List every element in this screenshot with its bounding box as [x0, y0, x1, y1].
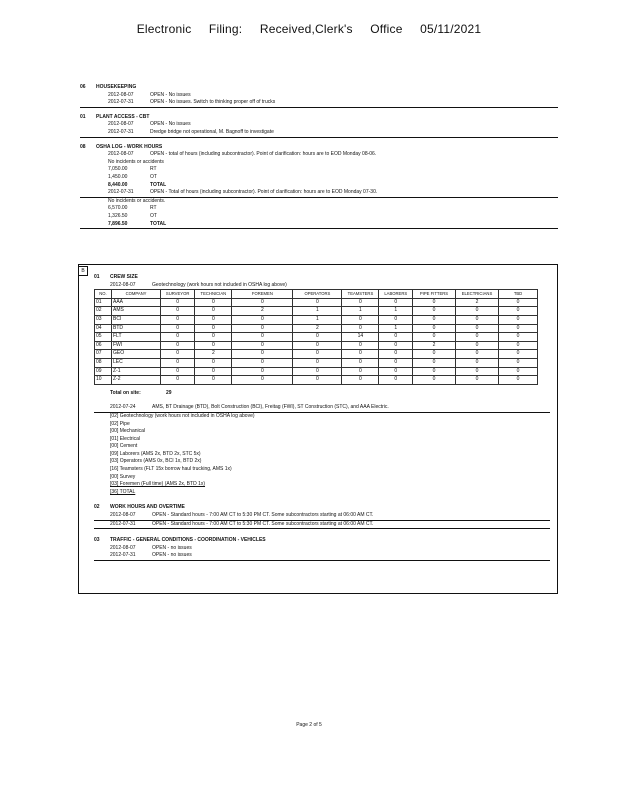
count-cell: 0 [161, 358, 195, 367]
count-cell: 0 [379, 350, 413, 359]
entry-date: 2012-08-07 [108, 121, 134, 128]
column-header: PIPE FITTERS [413, 290, 456, 299]
count-cell: 0 [195, 298, 232, 307]
company-cell: Z-1 [112, 367, 161, 376]
section-title: PLANT ACCESS - CBT [96, 113, 150, 120]
hours-amount: 1,450.00 [108, 173, 128, 180]
count-cell: 0 [161, 315, 195, 324]
total-on-site [94, 390, 550, 398]
count-cell: 0 [232, 315, 293, 324]
section-entry [80, 189, 558, 198]
count-cell: 1 [379, 307, 413, 316]
count-cell: 0 [195, 376, 232, 385]
count-cell: 0 [195, 315, 232, 324]
count-cell: 0 [161, 350, 195, 359]
entry-text: Dredge bridge not operational, M. Bagnoff to investigate [150, 128, 274, 135]
entry-date: 2012-07-31 [108, 189, 134, 196]
crew-section [94, 274, 550, 561]
entry-date: 2012-08-07 [108, 91, 134, 98]
table-row [95, 350, 538, 359]
count-cell: 0 [232, 358, 293, 367]
count-cell: 0 [232, 324, 293, 333]
count-cell: 0 [413, 298, 456, 307]
count-cell: 0 [161, 341, 195, 350]
count-cell: 0 [413, 307, 456, 316]
section-title: CREW SIZE [110, 274, 138, 280]
column-header: TECHNICIAN [195, 290, 232, 299]
count-cell: 0 [342, 367, 379, 376]
row-number-cell: 05 [95, 333, 112, 342]
list-item: [02] Geotechnology (work hours not included in OSHA log above) [110, 412, 255, 419]
section-entry [80, 92, 558, 100]
count-cell: 2 [293, 324, 342, 333]
table-row [95, 376, 538, 385]
count-cell: 0 [293, 358, 342, 367]
column-header: LABORERS [379, 290, 413, 299]
hours-amount: 1,326.50 [108, 212, 128, 219]
count-cell: 0 [456, 307, 499, 316]
row-number-cell: 04 [95, 324, 112, 333]
count-cell: 0 [161, 298, 195, 307]
count-cell: 0 [232, 367, 293, 376]
company-cell: AAA [112, 298, 161, 307]
count-cell: 0 [342, 376, 379, 385]
section-entry [94, 512, 550, 521]
count-cell: 0 [413, 367, 456, 376]
upper-sections [80, 84, 558, 229]
count-cell: 0 [232, 333, 293, 342]
count-cell: 0 [456, 341, 499, 350]
count-cell: 0 [456, 315, 499, 324]
column-header: TEAMSTERS [342, 290, 379, 299]
count-cell: 0 [456, 358, 499, 367]
osha-hours-line [80, 166, 558, 174]
count-cell: 2 [456, 298, 499, 307]
count-cell: 0 [413, 350, 456, 359]
column-header: NO. [95, 290, 112, 299]
section-heading [80, 114, 558, 122]
section-heading [94, 274, 550, 282]
table-row [95, 333, 538, 342]
company-cell: FLT [112, 333, 161, 342]
count-cell: 0 [342, 315, 379, 324]
entry-text: OPEN - no issues [152, 552, 192, 559]
count-cell: 0 [293, 350, 342, 359]
table-row [95, 324, 538, 333]
count-cell: 0 [232, 298, 293, 307]
section-number: 08 [80, 143, 86, 150]
count-cell: 0 [342, 298, 379, 307]
table-row [95, 298, 538, 307]
section-entry [80, 121, 558, 129]
list-item: [09] Laborers (AMS 2x, BTD 2x, STC 5x) [110, 450, 201, 457]
list-item: [00] Survey [110, 473, 136, 480]
count-cell: 0 [195, 307, 232, 316]
company-cell: GEO [112, 350, 161, 359]
hours-amount: 7,050.00 [108, 166, 128, 173]
entry-date: 2012-07-31 [110, 552, 136, 559]
section-entry [94, 552, 550, 561]
section-entry [94, 404, 550, 413]
count-cell: 0 [232, 376, 293, 385]
count-cell: 0 [379, 367, 413, 376]
list-item: [01] Electrical [110, 435, 141, 442]
table-row [95, 367, 538, 376]
count-cell: 0 [456, 324, 499, 333]
row-number-cell: 03 [95, 315, 112, 324]
count-cell: 0 [342, 324, 379, 333]
count-cell: 0 [456, 350, 499, 359]
hours-label: TOTAL [150, 181, 167, 188]
company-cell: BCI [112, 315, 161, 324]
section-title: HOUSEKEEPING [96, 84, 137, 90]
hours-label: OT [150, 173, 157, 180]
count-cell: 0 [499, 358, 538, 367]
count-cell: 0 [342, 350, 379, 359]
osha-note: No incidents or accidents. [108, 197, 166, 204]
list-item: [16] Teamsters (FLT 15x borrow haul trucking, AMS 1x) [110, 466, 232, 473]
row-number-cell: 02 [95, 307, 112, 316]
count-cell: 0 [195, 341, 232, 350]
count-cell: 14 [342, 333, 379, 342]
count-cell: 0 [499, 324, 538, 333]
count-cell: 1 [379, 324, 413, 333]
count-cell: 0 [293, 376, 342, 385]
column-header: COMPANY [112, 290, 161, 299]
entry-date: 2012-08-07 [108, 151, 134, 158]
section-number: 06 [80, 84, 86, 90]
count-cell: 0 [161, 324, 195, 333]
row-number-cell: 09 [95, 367, 112, 376]
section-entry [80, 151, 558, 159]
column-header: ELECTRICIANS [456, 290, 499, 299]
company-cell: AMS [112, 307, 161, 316]
crew-list [94, 413, 550, 497]
section-heading [80, 84, 558, 92]
section-number: 01 [94, 274, 100, 280]
count-cell: 0 [293, 333, 342, 342]
count-cell: 0 [379, 333, 413, 342]
row-number-cell: 01 [95, 298, 112, 307]
count-cell: 0 [161, 307, 195, 316]
count-cell: 0 [499, 367, 538, 376]
section-entry [80, 99, 558, 108]
column-header: OPERATORS [293, 290, 342, 299]
count-cell: 0 [195, 367, 232, 376]
count-cell: 0 [161, 376, 195, 385]
hours-amount: 8,440.00 [108, 181, 128, 188]
entry-text: AMS, BT Drainage (BTD), Bolt Construction (BCI), Freitag (FWI), ST Construction (STC), and AAA Electric. [152, 404, 389, 411]
list-item: [00] Cement [110, 443, 138, 450]
count-cell: 0 [413, 324, 456, 333]
count-cell: 0 [499, 315, 538, 324]
entry-text: OPEN - No issues [150, 121, 191, 128]
section-entry [94, 545, 550, 553]
count-cell: 0 [413, 358, 456, 367]
table-row [95, 315, 538, 324]
crew-size-table [94, 289, 538, 385]
list-item-total: [36] TOTAL [110, 488, 136, 495]
count-cell: 0 [413, 315, 456, 324]
entry-date: 2012-07-31 [110, 520, 136, 527]
count-cell: 0 [342, 358, 379, 367]
count-cell: 0 [195, 324, 232, 333]
section-title: WORK HOURS AND OVERTIME [110, 504, 185, 511]
section-entry [94, 521, 550, 530]
entry-date: 2012-07-24 [110, 404, 136, 411]
entry-text: OPEN - No issues [150, 91, 191, 98]
count-cell: 0 [293, 341, 342, 350]
count-cell: 0 [499, 298, 538, 307]
list-item: [03] Operators (AMS 0x, BCI 1x, BTD 2x) [110, 458, 202, 465]
count-cell: 0 [499, 333, 538, 342]
count-cell: 0 [379, 341, 413, 350]
osha-note: No incidents or accidents [108, 158, 164, 165]
count-cell: 0 [456, 376, 499, 385]
osha-hours-total [80, 221, 558, 230]
count-cell: 0 [379, 358, 413, 367]
count-cell: 0 [379, 315, 413, 324]
count-cell: 2 [232, 307, 293, 316]
total-label: Total on site: [110, 389, 141, 396]
count-cell: 0 [379, 376, 413, 385]
count-cell: 2 [195, 350, 232, 359]
hours-amount: 7,896.50 [108, 220, 128, 227]
section-entry [94, 282, 550, 290]
osha-hours-line [80, 213, 558, 221]
table-header-row [95, 290, 538, 299]
hours-label: RT [150, 166, 157, 173]
section-title: OSHA LOG - WORK HOURS [96, 143, 163, 150]
entry-date: 2012-07-31 [108, 128, 134, 135]
count-cell: 0 [413, 376, 456, 385]
osha-hours-line [80, 174, 558, 182]
count-cell: 0 [342, 341, 379, 350]
section-heading [94, 504, 550, 512]
section-number: 03 [94, 537, 100, 544]
row-number-cell: 08 [95, 358, 112, 367]
list-item: [00] Mechanical [110, 428, 146, 435]
count-cell: 0 [195, 333, 232, 342]
list-item: [03] Foremen (Full time) (AMS 2x, BTD 1x) [110, 481, 206, 488]
hours-label: OT [150, 212, 157, 219]
entry-date: 2012-08-07 [110, 281, 136, 288]
entry-text: OPEN - No issues. Switch to thinking proper off of trucks [150, 99, 276, 106]
count-cell: 0 [499, 350, 538, 359]
crew-table-body [95, 298, 538, 384]
electronic-filing-header: Electronic Filing: Received,Clerk's Office 05/11/2021 [136, 22, 482, 36]
section-number: 02 [94, 504, 100, 511]
entry-date: 2012-08-07 [110, 512, 136, 519]
count-cell: 0 [499, 307, 538, 316]
entry-text: Geotechnology (work hours not included in OSHA log above) [152, 281, 287, 288]
company-cell: LEC [112, 358, 161, 367]
count-cell: 0 [232, 341, 293, 350]
hours-label: TOTAL [150, 220, 167, 227]
count-cell: 1 [342, 307, 379, 316]
count-cell: 0 [195, 358, 232, 367]
page-number: Page 2 of 5 [296, 722, 322, 728]
total-value: 29 [166, 389, 172, 396]
count-cell: 2 [413, 341, 456, 350]
section-entry [80, 129, 558, 138]
count-cell: 0 [456, 367, 499, 376]
count-cell: 0 [499, 376, 538, 385]
section-title: TRAFFIC - GENERAL CONDITIONS - COORDINATION - VEHICLES [110, 537, 266, 544]
hours-amount: 6,570.00 [108, 205, 128, 212]
company-cell: Z-2 [112, 376, 161, 385]
column-header: FOREMEN [232, 290, 293, 299]
entry-text: OPEN - total of hours (including subcontractor). Point of clarification: hours are to EOD Monday 08-06. [150, 151, 377, 158]
company-cell: BTD [112, 324, 161, 333]
company-cell: FWI [112, 341, 161, 350]
osha-hours-total [80, 182, 558, 190]
section-number: 01 [80, 113, 86, 120]
osha-hours-line [80, 205, 558, 213]
count-cell: 0 [161, 333, 195, 342]
row-number-cell: 07 [95, 350, 112, 359]
table-row [95, 307, 538, 316]
entry-text: OPEN - Standard hours - 7:00 AM CT to 5:30 PM CT. Some subcontractors starting at 06:00 AM CT. [152, 520, 374, 527]
column-header: SURVEYOR [161, 290, 195, 299]
count-cell: 0 [293, 298, 342, 307]
count-cell: 0 [161, 367, 195, 376]
table-row [95, 341, 538, 350]
hours-label: RT [150, 205, 157, 212]
count-cell: 1 [293, 315, 342, 324]
section-heading [80, 144, 558, 152]
section-heading [94, 537, 550, 545]
column-header: TBD [499, 290, 538, 299]
entry-text: OPEN - Total of hours (including subcontractor). Point of clarification: hours are to EOD Monday 07-30. [150, 189, 378, 196]
count-cell: 0 [499, 341, 538, 350]
count-cell: 0 [379, 298, 413, 307]
list-item: [02] Pipe [110, 420, 130, 427]
row-number-cell: 06 [95, 341, 112, 350]
count-cell: 0 [232, 350, 293, 359]
section-marker: B [78, 266, 88, 276]
count-cell: 0 [293, 367, 342, 376]
entry-text: OPEN - Standard hours - 7:00 AM CT to 5:30 PM CT. Some subcontractors starting at 06:00 AM CT. [152, 512, 374, 519]
table-row [95, 358, 538, 367]
count-cell: 0 [456, 333, 499, 342]
entry-date: 2012-08-07 [110, 544, 136, 551]
entry-text: OPEN - no issues [152, 544, 192, 551]
row-number-cell: 10 [95, 376, 112, 385]
count-cell: 1 [293, 307, 342, 316]
entry-date: 2012-07-31 [108, 99, 134, 106]
count-cell: 0 [413, 333, 456, 342]
